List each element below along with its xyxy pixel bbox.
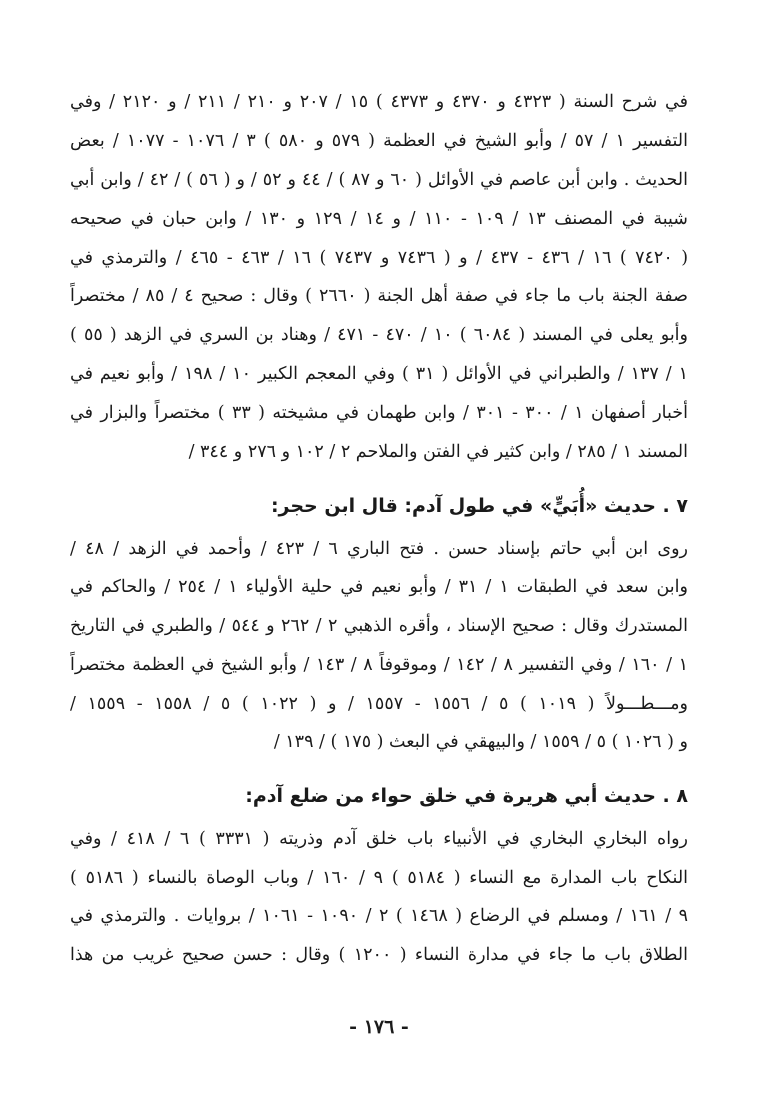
text-line: في شرح السنة ( ٤٣٢٣ و ٤٣٧٠ و ٤٣٧٣ ) ١٥ / ٢٠٧ و ٢١٠ / ٢١١ / و ٢١٢٠ / وفي (70, 92, 688, 112)
text-line: وابن سعد في الطبقات ١ / ٣١ / وأبو نعيم في حلية الأولياء ١ / ٢٥٤ / والحاكم في (70, 577, 688, 597)
section-heading-8: ٨ . حديث أبي هريرة في خلق حواء من ضلع آدم: (245, 785, 688, 807)
text-line: ومـــطـــولاً ( ١٠١٩ ) ٥ / ١٥٥٦ - ١٥٥٧ / و ( ١٠٢٢ ) ٥ / ١٥٥٨ - ١٥٥٩ / (70, 694, 688, 714)
text-line: النكاح باب المدارة مع النساء ( ٥١٨٤ ) ٩ / ١٦٠ / وباب الوصاة بالنساء ( ٥١٨٦ ) (70, 868, 688, 888)
text-line: الطلاق باب ما جاء في مدارة النساء ( ١٢٠٠ ) وقال : حسن صحيح غريب من هذا (70, 945, 688, 965)
text-line: ١ / ١٣٧ / والطبراني في الأوائل ( ٣١ ) وفي المعجم الكبير ١٠ / ١٩٨ / وأبو نعيم في (70, 364, 688, 384)
text-line: ( ٧٤٢٠ ) ١٦ / ٤٣٦ - ٤٣٧ / و ( ٧٤٣٦ و ٧٤٣٧ ) ١٦ / ٤٦٣ - ٤٦٥ / والترمذي في (70, 248, 688, 268)
text-line: رواه البخاري البخاري في الأنبياء باب خلق آدم وذريته ( ٣٣٣١ ) ٦ / ٤١٨ / وفي (70, 829, 688, 849)
text-line: المسند ١ / ٢٨٥ / وابن كثير في الفتن والملاحم ٢ / ١٠٢ و ٢٧٦ و ٣٤٤ / (188, 442, 688, 462)
text-line: المستدرك وقال : صحيح الإسناد ، وأقره الذهبي ٢ / ٢٦٢ و ٥٤٤ / والطبري في التاريخ (70, 616, 688, 636)
text-line: ١ / ١٦٠ / وفي التفسير ٨ / ١٤٢ / وموقوفاً ٨ / ١٤٣ / وأبو الشيخ في العظمة مختصراً (70, 655, 688, 675)
text-line: وأبو يعلى في المسند ( ٦٠٨٤ ) ١٠ / ٤٧٠ - ٤٧١ / وهناد بن السري في الزهد ( ٥٥ ) (70, 325, 688, 345)
text-line: أخبار أصفهان ١ / ٣٠٠ - ٣٠١ / وابن طهمان في مشيخته ( ٣٣ ) مختصراً والبزار في (70, 403, 688, 423)
text-line: روى ابن أبي حاتم بإسناد حسن . فتح الباري ٦ / ٤٢٣ / وأحمد في الزهد / ٤٨ / (70, 539, 688, 559)
text-line: صفة الجنة باب ما جاء في صفة أهل الجنة ( ٢٦٦٠ ) وقال : صحيح ٤ / ٨٥ / مختصراً (70, 286, 688, 306)
text-line: ٩ / ١٦١ / ومسلم في الرضاع ( ١٤٦٨ ) ٢ / ١٠٩٠ - ١٠٦١ / بروايات . والترمذي في (70, 906, 688, 926)
text-line: شيبة في المصنف ١٣ / ١٠٩ - ١١٠ / و ١٤ / ١٢٩ و ١٣٠ / وابن حبان في صحيحه (70, 209, 688, 229)
section-heading-7: ٧ . حديث «أُبَيٍّ» في طول آدم: قال ابن حجر: (270, 495, 688, 517)
text-line: التفسير ١ / ٥٧ / وأبو الشيخ في العظمة ( ٥٧٩ و ٥٨٠ ) ٣ / ١٠٧٦ - ١٠٧٧ / بعض (70, 131, 688, 151)
text-line: و ( ١٠٢٦ ) ٥ / ١٥٥٩ / والبيهقي في البعث ( ١٧٥ ) / ١٣٩ / (273, 732, 688, 752)
text-line: الحديث . وابن أبن عاصم في الأوائل ( ٦٠ و ٨٧ ) / ٤٤ و ٥٢ / و ( ٥٦ ) / ٤٢ / وابن أبي (70, 170, 688, 190)
page-number: - ١٧٦ - (349, 1016, 409, 1038)
